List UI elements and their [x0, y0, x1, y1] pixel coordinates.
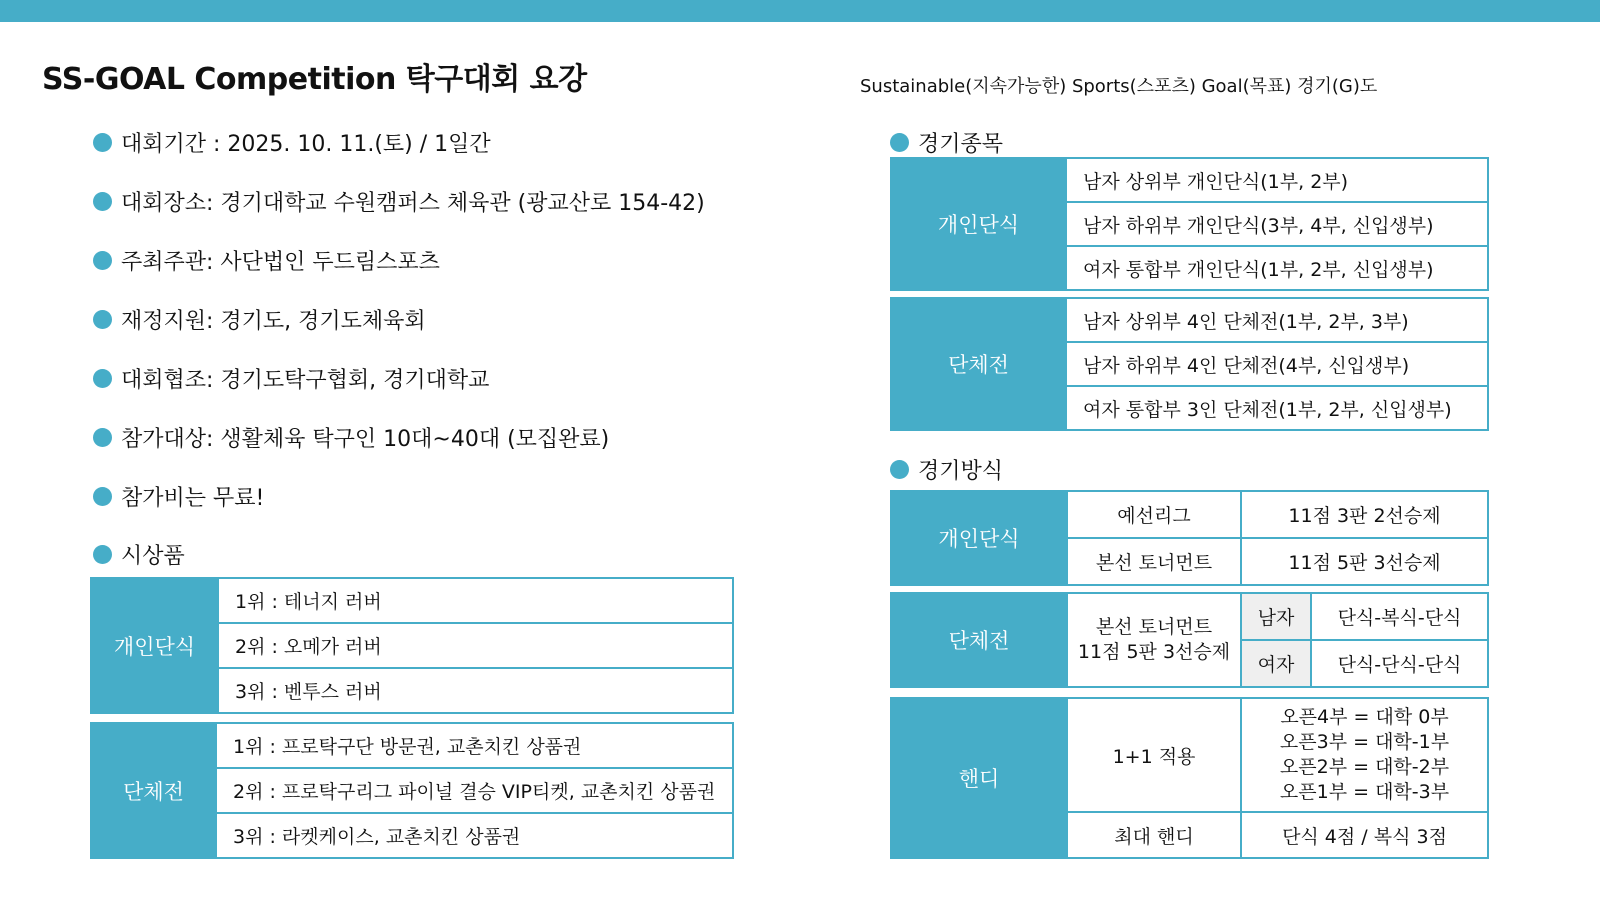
- format-individual-table: [890, 490, 1489, 586]
- format-team-stage-line: 11점 5판 3선승제: [1077, 641, 1231, 663]
- format-category-label: 핸디: [891, 698, 1067, 858]
- event-item: 남자 하위부 4인 단체전(4부, 신입생부): [1066, 342, 1488, 386]
- prize-item: 3위 : 벤투스 러버: [218, 668, 733, 713]
- event-item: 여자 통합부 개인단식(1부, 2부, 신입생부): [1066, 246, 1488, 290]
- prize-item: 3위 : 라켓케이스, 교촌치킨 상품권: [216, 813, 733, 858]
- prize-item: 1위 : 테너지 러버: [218, 578, 733, 623]
- info-text: 참가비는 무료!: [121, 486, 265, 511]
- format-team-stage-line: 본선 토너먼트: [1095, 616, 1213, 638]
- handicap-equivalence: [1241, 698, 1488, 812]
- bullet-dot-icon: [93, 251, 112, 270]
- info-text: 대회기간 : 2025. 10. 11.(토) / 1일간: [121, 132, 491, 157]
- bullet-dot-icon: [93, 369, 112, 388]
- top-accent-bar: [0, 0, 1600, 22]
- prize-item: 1위 : 프로탁구단 방문권, 교촌치킨 상품권: [216, 723, 733, 768]
- event-category-label: 개인단식: [891, 158, 1066, 290]
- bullet-dot-icon: [93, 428, 112, 447]
- bullet-dot-icon: [93, 133, 112, 152]
- prize-individual-table: [90, 577, 734, 714]
- handicap-apply: 1+1 적용: [1067, 698, 1241, 812]
- handicap-equiv-line: 오픈3부 = 대학-1부: [1279, 731, 1450, 753]
- format-team-stage: [1067, 593, 1241, 687]
- page-title: SS-GOAL Competition 탁구대회 요강: [42, 62, 587, 97]
- prizes-heading: [93, 539, 185, 570]
- prize-team-table: [90, 722, 734, 859]
- bullet-dot-icon: [890, 133, 909, 152]
- prize-category-label: 단체전: [91, 723, 216, 858]
- info-item: [93, 186, 705, 217]
- event-item: 남자 상위부 4인 단체전(1부, 2부, 3부): [1066, 298, 1488, 342]
- info-item: [93, 245, 440, 276]
- format-team-table: [890, 592, 1489, 688]
- format-gender: 여자: [1241, 640, 1311, 687]
- format-handicap-table: [890, 697, 1489, 859]
- section-heading: 경기종목: [918, 132, 1004, 157]
- format-rule: 11점 3판 2선승제: [1241, 491, 1488, 538]
- info-item: [93, 481, 264, 512]
- events-team-table: [890, 297, 1489, 431]
- section-heading: 시상품: [121, 544, 185, 569]
- event-item: 남자 상위부 개인단식(1부, 2부): [1066, 158, 1488, 202]
- event-item: 남자 하위부 개인단식(3부, 4부, 신입생부): [1066, 202, 1488, 246]
- handicap-equiv-line: 오픈2부 = 대학-2부: [1279, 756, 1450, 778]
- events-individual-table: [890, 157, 1489, 291]
- info-text: 재정지원: 경기도, 경기도체육회: [121, 309, 426, 334]
- info-text: 대회협조: 경기도탁구협회, 경기대학교: [121, 368, 490, 393]
- bullet-dot-icon: [93, 310, 112, 329]
- handicap-max-label: 최대 핸디: [1067, 812, 1241, 858]
- info-item: [93, 422, 609, 453]
- bullet-dot-icon: [93, 545, 112, 564]
- format-order: 단식-복식-단식: [1311, 593, 1488, 640]
- handicap-max-value: 단식 4점 / 복식 3점: [1241, 812, 1488, 858]
- format-rule: 11점 5판 3선승제: [1241, 538, 1488, 585]
- section-heading: 경기방식: [918, 459, 1004, 484]
- format-category-label: 개인단식: [891, 491, 1067, 585]
- prize-item: 2위 : 프로탁구리그 파이널 결승 VIP티켓, 교촌치킨 상품권: [216, 768, 733, 813]
- format-gender: 남자: [1241, 593, 1311, 640]
- bullet-dot-icon: [93, 487, 112, 506]
- format-stage: 본선 토너먼트: [1067, 538, 1241, 585]
- bullet-dot-icon: [93, 192, 112, 211]
- info-text: 주최주관: 사단법인 두드림스포츠: [121, 250, 440, 275]
- event-item: 여자 통합부 3인 단체전(1부, 2부, 신입생부): [1066, 386, 1488, 430]
- prize-item: 2위 : 오메가 러버: [218, 623, 733, 668]
- format-stage: 예선리그: [1067, 491, 1241, 538]
- event-category-label: 단체전: [891, 298, 1066, 430]
- info-text: 참가대상: 생활체육 탁구인 10대~40대 (모집완료): [121, 427, 610, 452]
- info-item: [93, 127, 491, 158]
- info-text: 대회장소: 경기대학교 수원캠퍼스 체육관 (광교산로 154-42): [121, 191, 705, 216]
- events-heading: [890, 127, 1003, 158]
- format-heading: [890, 454, 1003, 485]
- page-subtitle: Sustainable(지속가능한) Sports(스포츠) Goal(목표) 경기(G)도: [860, 76, 1378, 97]
- bullet-dot-icon: [890, 460, 909, 479]
- handicap-equiv-line: 오픈4부 = 대학 0부: [1280, 706, 1449, 728]
- info-item: [93, 363, 489, 394]
- handicap-equiv-line: 오픈1부 = 대학-3부: [1279, 781, 1450, 803]
- format-order: 단식-단식-단식: [1311, 640, 1488, 687]
- format-category-label: 단체전: [891, 593, 1067, 687]
- info-item: [93, 304, 426, 335]
- prize-category-label: 개인단식: [91, 578, 218, 713]
